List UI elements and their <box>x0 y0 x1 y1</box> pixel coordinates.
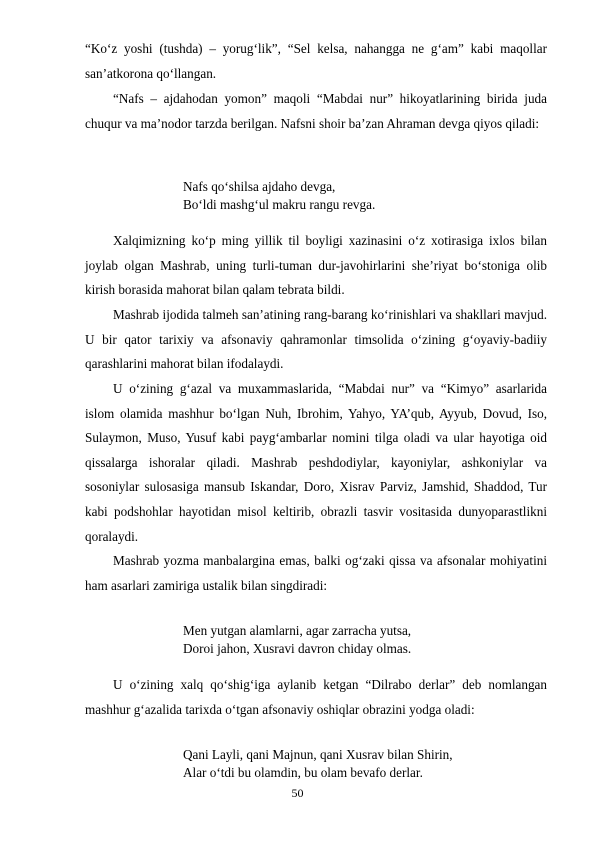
paragraph-4: Mashrab ijodida talmeh san’atining rang-barang ko‘rinishlari va shakllari mavjud. U bir qator tarixiy va afsonaviy qahramonlar timsolida o‘zining g‘oyaviy-badiiy qarashlarini mahorat bilan ifodalaydi. <box>85 307 547 372</box>
verse-line: Qani Layli, qani Majnun, qani Xusrav bilan Shirin, <box>183 747 453 762</box>
verse-2 <box>183 622 411 657</box>
paragraph-6: Mashrab yozma manbalargina emas, balki og‘zaki qissa va afsonalar mohiyatini ham asarlari zamiriga ustalik bilan singdiradi: <box>85 553 547 593</box>
paragraph-3: Xalqimizning ko‘p ming yillik til boyligi xazinasini o‘z xotirasiga ixlos bilan joylab olgan Mashrab, uning turli-tuman dur-javohirlarini she’riyat bo‘stoniga olib kirish borasida mahorat bilan qalam tebrata bildi. <box>85 233 547 298</box>
verse-line: Nafs qo‘shilsa ajdaho devga, <box>183 179 336 194</box>
verse-3 <box>183 746 453 781</box>
paragraph-7: U o‘zining xalq qo‘shig‘iga aylanib ketgan “Dilrabo derlar” deb nomlangan mashhur g‘azalida tarixda o‘tgan afsonaviy oshiqlar obrazini yodga oladi: <box>85 677 547 717</box>
page-number: 50 <box>291 786 304 800</box>
verse-line: Bo‘ldi mashg‘ul makru rangu revga. <box>183 196 376 212</box>
verse-line: Alar o‘tdi bu olamdin, bu olam bevafo derlar. <box>183 764 423 780</box>
paragraph-5: U o‘zining g‘azal va muxammaslarida, “Mabdai nur” va “Kimyo” asarlarida islom olamida mashhur bo‘lgan Nuh, Ibrohim, Yahyo, YA’qub, Ayyub, Dovud, Iso, Sulaymon, Muso, Yusuf kabi payg‘ambarlar nomini tilga oladi va ular hayotiga oid qissalarga ishoralar qiladi. Mashrab peshdodiylar, kayoniylar, ashkoniylar va sosoniylar sulosasiga mansub Iskandar, Doro, Xisrav Parviz, Jamshid, Shaddod, Tur kabi podshohlar hayotidan misol keltirib, obrazli tasvir vositasida dunyoparastlikni qoralaydi. <box>85 381 547 544</box>
paragraph-1: “Ko‘z yoshi (tushda) – yorug‘lik”, “Sel kelsa, nahangga ne g‘am” kabi maqollar san’atkorona qo‘llangan. <box>85 41 547 81</box>
verse-line: Doroi jahon, Xusravi davron chiday olmas. <box>183 640 412 656</box>
verse-1 <box>183 178 375 213</box>
paragraph-2: “Nafs – ajdahodan yomon” maqoli “Mabdai nur” hikoyatlarining birida juda chuqur va ma’nodor tarzda berilgan. Nafsni shoir ba’zan Ahraman devga qiyos qiladi: <box>85 91 547 131</box>
verse-line: Men yutgan alamlarni, agar zarracha yutsa, <box>183 623 412 638</box>
